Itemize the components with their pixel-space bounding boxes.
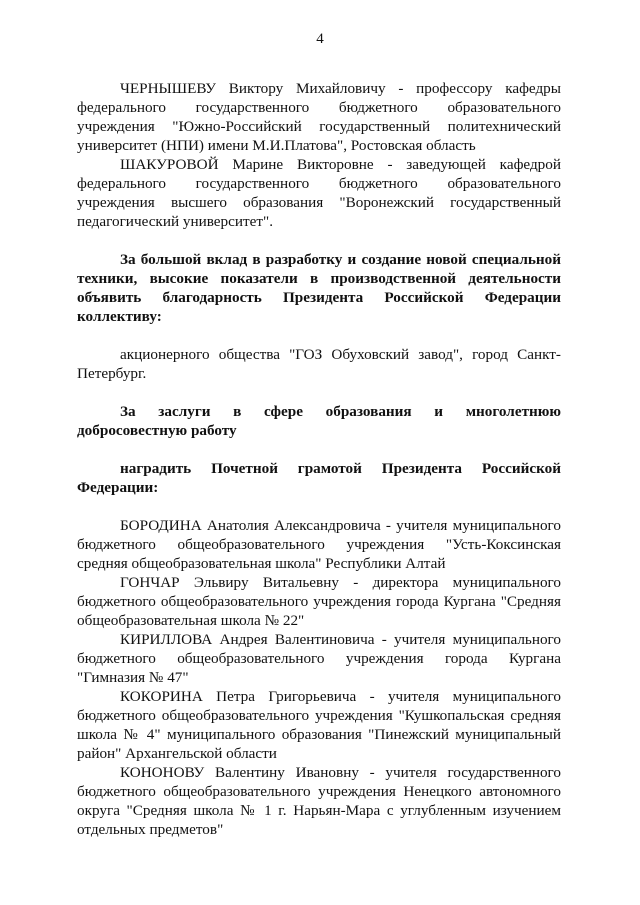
spacer [77,231,561,250]
paragraph-chernyshev: ЧЕРНЫШЕВУ Виктору Михайловичу - профессору кафедры федерального государственного бюджетного образовательного учреждения "Южно-Российский государственный политехнический университет (НПИ) имени М.И.Платова", Ростовская область [77,80,561,154]
paragraph-gratitude-heading: За большой вклад в разработку и создание новой специальной техники, высокие показатели в производственной деятельности объявить благодарность Президента Российской Федерации коллективу: [77,251,561,325]
paragraph-gonchar: ГОНЧАР Эльвиру Витальевну - директора муниципального бюджетного общеобразовательного учреждения города Кургана "Средняя общеобразовательная школа № 22" [77,574,561,629]
paragraph-kirillov: КИРИЛЛОВА Андрея Валентиновича - учителя муниципального бюджетного общеобразовательного учреждения города Кургана "Гимназия № 47" [77,631,561,686]
paragraph-borodin: БОРОДИНА Анатолия Александровича - учителя муниципального бюджетного общеобразовательного учреждения "Усть-Коксинская средняя общеобразовательная школа" Республики Алтай [77,517,561,572]
spacer [77,440,561,459]
paragraph-merit-heading: За заслуги в сфере образования и многолетнюю добросовестную работу [77,403,561,439]
spacer [77,383,561,402]
paragraph-collective: акционерного общества "ГОЗ Обуховский завод", город Санкт-Петербург. [77,346,561,382]
paragraph-shakurova: ШАКУРОВОЙ Марине Викторовне - заведующей кафедрой федерального государственного бюджетного образовательного учреждения высшего образования "Воронежский государственный педагогический университет". [77,156,561,230]
paragraph-kononova: КОНОНОВУ Валентину Ивановну - учителя государственного бюджетного общеобразовательного учреждения Ненецкого автономного округа "Средняя школа № 1 г. Нарьян-Мара с углубленным изучением отдельных предметов" [77,764,561,838]
paragraph-award-heading: наградить Почетной грамотой Президента Российской Федерации: [77,460,561,496]
paragraph-kokorin: КОКОРИНА Петра Григорьевича - учителя муниципального бюджетного общеобразовательного учреждения "Кушкопальская средняя школа № 4" муниципального образования "Пинежский муниципальный район" Архангельской области [77,688,561,762]
page-number: 4 [316,31,324,47]
document-body [77,79,561,839]
spacer [77,497,561,516]
spacer [77,326,561,345]
